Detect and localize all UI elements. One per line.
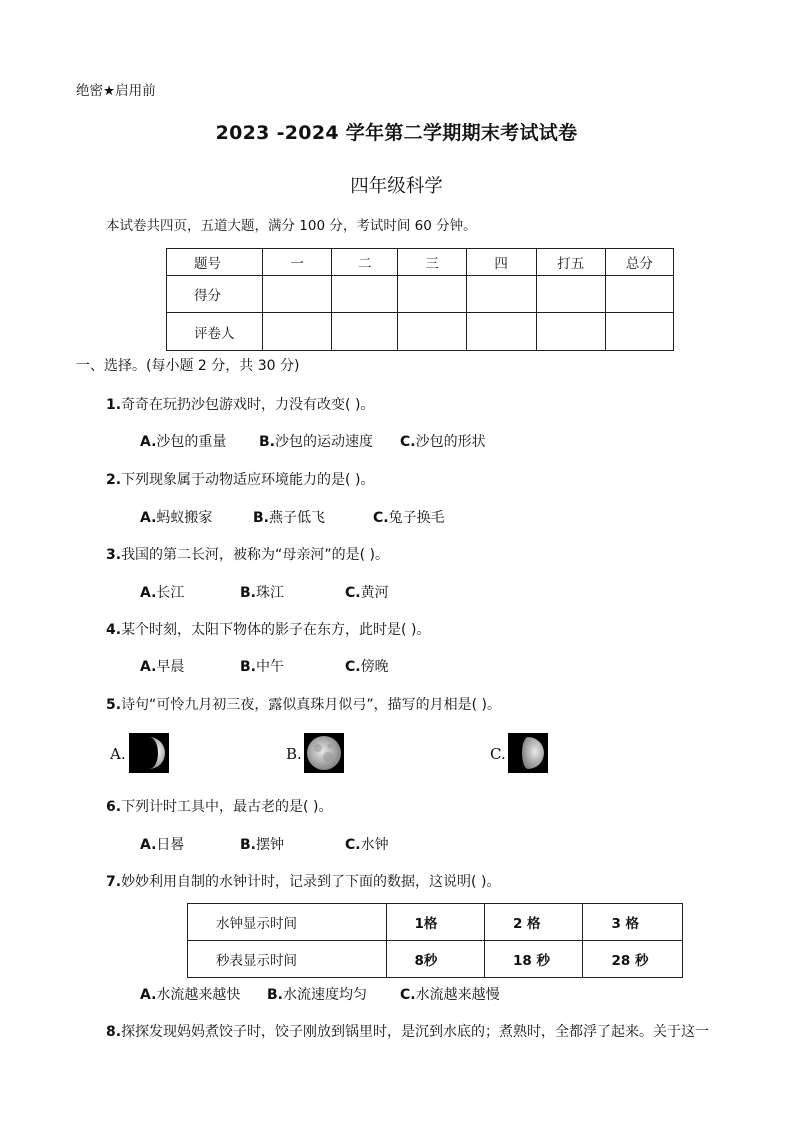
score-table-row — [167, 313, 674, 351]
option-b[interactable]: B.燕子低飞 — [253, 510, 325, 526]
section-title: 一、选择。(每小题 2 分，共 30 分) — [76, 358, 300, 374]
table-header-cell: 题号 — [167, 249, 263, 276]
table-header-cell: 四 — [466, 249, 536, 276]
score-cell[interactable] — [536, 313, 605, 351]
score-cell[interactable] — [332, 313, 398, 351]
score-cell[interactable] — [398, 313, 466, 351]
table-row-label: 水钟显示时间 — [188, 904, 387, 941]
option-a[interactable]: A.沙包的重量 — [140, 434, 227, 450]
table-cell: 28 秒 — [583, 941, 683, 978]
water-clock-table — [187, 903, 683, 978]
table-cell: 8秒 — [386, 941, 484, 978]
option-b[interactable]: B.沙包的运动速度 — [259, 434, 373, 450]
option-c[interactable]: C.兔子换毛 — [373, 510, 445, 526]
score-cell[interactable] — [466, 313, 536, 351]
option-a[interactable]: A.蚂蚁搬家 — [140, 510, 213, 526]
question-6: 6.下列计时工具中，最古老的是( )。 — [106, 799, 333, 815]
score-cell[interactable] — [536, 276, 605, 313]
question-8: 8.探探发现妈妈煮饺子时，饺子刚放到锅里时，是沉到水底的；煮熟时，全都浮了起来。关于这一 — [106, 1024, 710, 1040]
full-moon-icon — [304, 733, 344, 773]
waning-gibbous-moon-icon — [508, 733, 548, 773]
table-cell: 1格 — [386, 904, 484, 941]
option-a[interactable]: A.日晷 — [140, 837, 185, 853]
score-table — [166, 248, 674, 351]
option-b[interactable]: B.摆钟 — [240, 837, 284, 853]
table-header-cell: 二 — [332, 249, 398, 276]
option-c[interactable]: C.沙包的形状 — [400, 434, 486, 450]
score-cell[interactable] — [263, 276, 332, 313]
score-cell[interactable] — [605, 313, 673, 351]
table-cell: 2 格 — [484, 904, 583, 941]
score-table-row — [167, 276, 674, 313]
question-1: 1.奇奇在玩扔沙包游戏时，力没有改变( )。 — [106, 397, 375, 413]
option-a[interactable]: A. — [110, 745, 126, 763]
score-cell[interactable] — [466, 276, 536, 313]
table-row-label: 评卷人 — [167, 313, 263, 351]
table-header-cell: 总分 — [605, 249, 673, 276]
table-cell: 3 格 — [583, 904, 683, 941]
table-row-label: 得分 — [167, 276, 263, 313]
score-cell[interactable] — [332, 276, 398, 313]
question-7: 7.妙妙利用自制的水钟计时，记录到了下面的数据，这说明( )。 — [106, 874, 501, 890]
table-row-label: 秒表显示时间 — [188, 941, 387, 978]
table-header-cell: 一 — [263, 249, 332, 276]
score-table-header-row — [167, 249, 674, 276]
option-a[interactable]: A.长江 — [140, 585, 185, 601]
question-3: 3.我国的第二长河，被称为“母亲河”的是( )。 — [106, 547, 389, 563]
question-4: 4.某个时刻，太阳下物体的影子在东方，此时是( )。 — [106, 622, 431, 638]
table-header-cell: 三 — [398, 249, 466, 276]
score-cell[interactable] — [398, 276, 466, 313]
question-2: 2.下列现象属于动物适应环境能力的是( )。 — [106, 472, 375, 488]
option-c[interactable]: C. — [490, 745, 506, 763]
score-cell[interactable] — [263, 313, 332, 351]
option-c[interactable]: C.水钟 — [345, 837, 389, 853]
table-row — [188, 941, 683, 978]
option-a[interactable]: A.早晨 — [140, 659, 185, 675]
option-c[interactable]: C.黄河 — [345, 585, 389, 601]
option-c[interactable]: C.水流越来越慢 — [400, 987, 500, 1003]
score-cell[interactable] — [605, 276, 673, 313]
option-a[interactable]: A.水流越来越快 — [140, 987, 241, 1003]
option-c[interactable]: C.傍晚 — [345, 659, 389, 675]
exam-title: 2023 -2024 学年第二学期期末考试试卷 — [215, 122, 578, 144]
option-b[interactable]: B.珠江 — [240, 585, 284, 601]
exam-intro: 本试卷共四页，五道大题，满分 100 分，考试时间 60 分钟。 — [106, 218, 477, 234]
option-b[interactable]: B. — [286, 745, 302, 763]
exam-subtitle: 四年级科学 — [350, 176, 443, 197]
question-5: 5.诗句“可怜九月初三夜，露似真珠月似弓”，描写的月相是( )。 — [106, 697, 501, 713]
table-header-cell: 打五 — [536, 249, 605, 276]
option-b[interactable]: B.水流速度均匀 — [267, 987, 367, 1003]
table-cell: 18 秒 — [484, 941, 583, 978]
secret-label: 绝密★启用前 — [76, 83, 156, 99]
waxing-crescent-moon-icon — [129, 733, 169, 773]
table-row — [188, 904, 683, 941]
option-b[interactable]: B.中午 — [240, 659, 284, 675]
